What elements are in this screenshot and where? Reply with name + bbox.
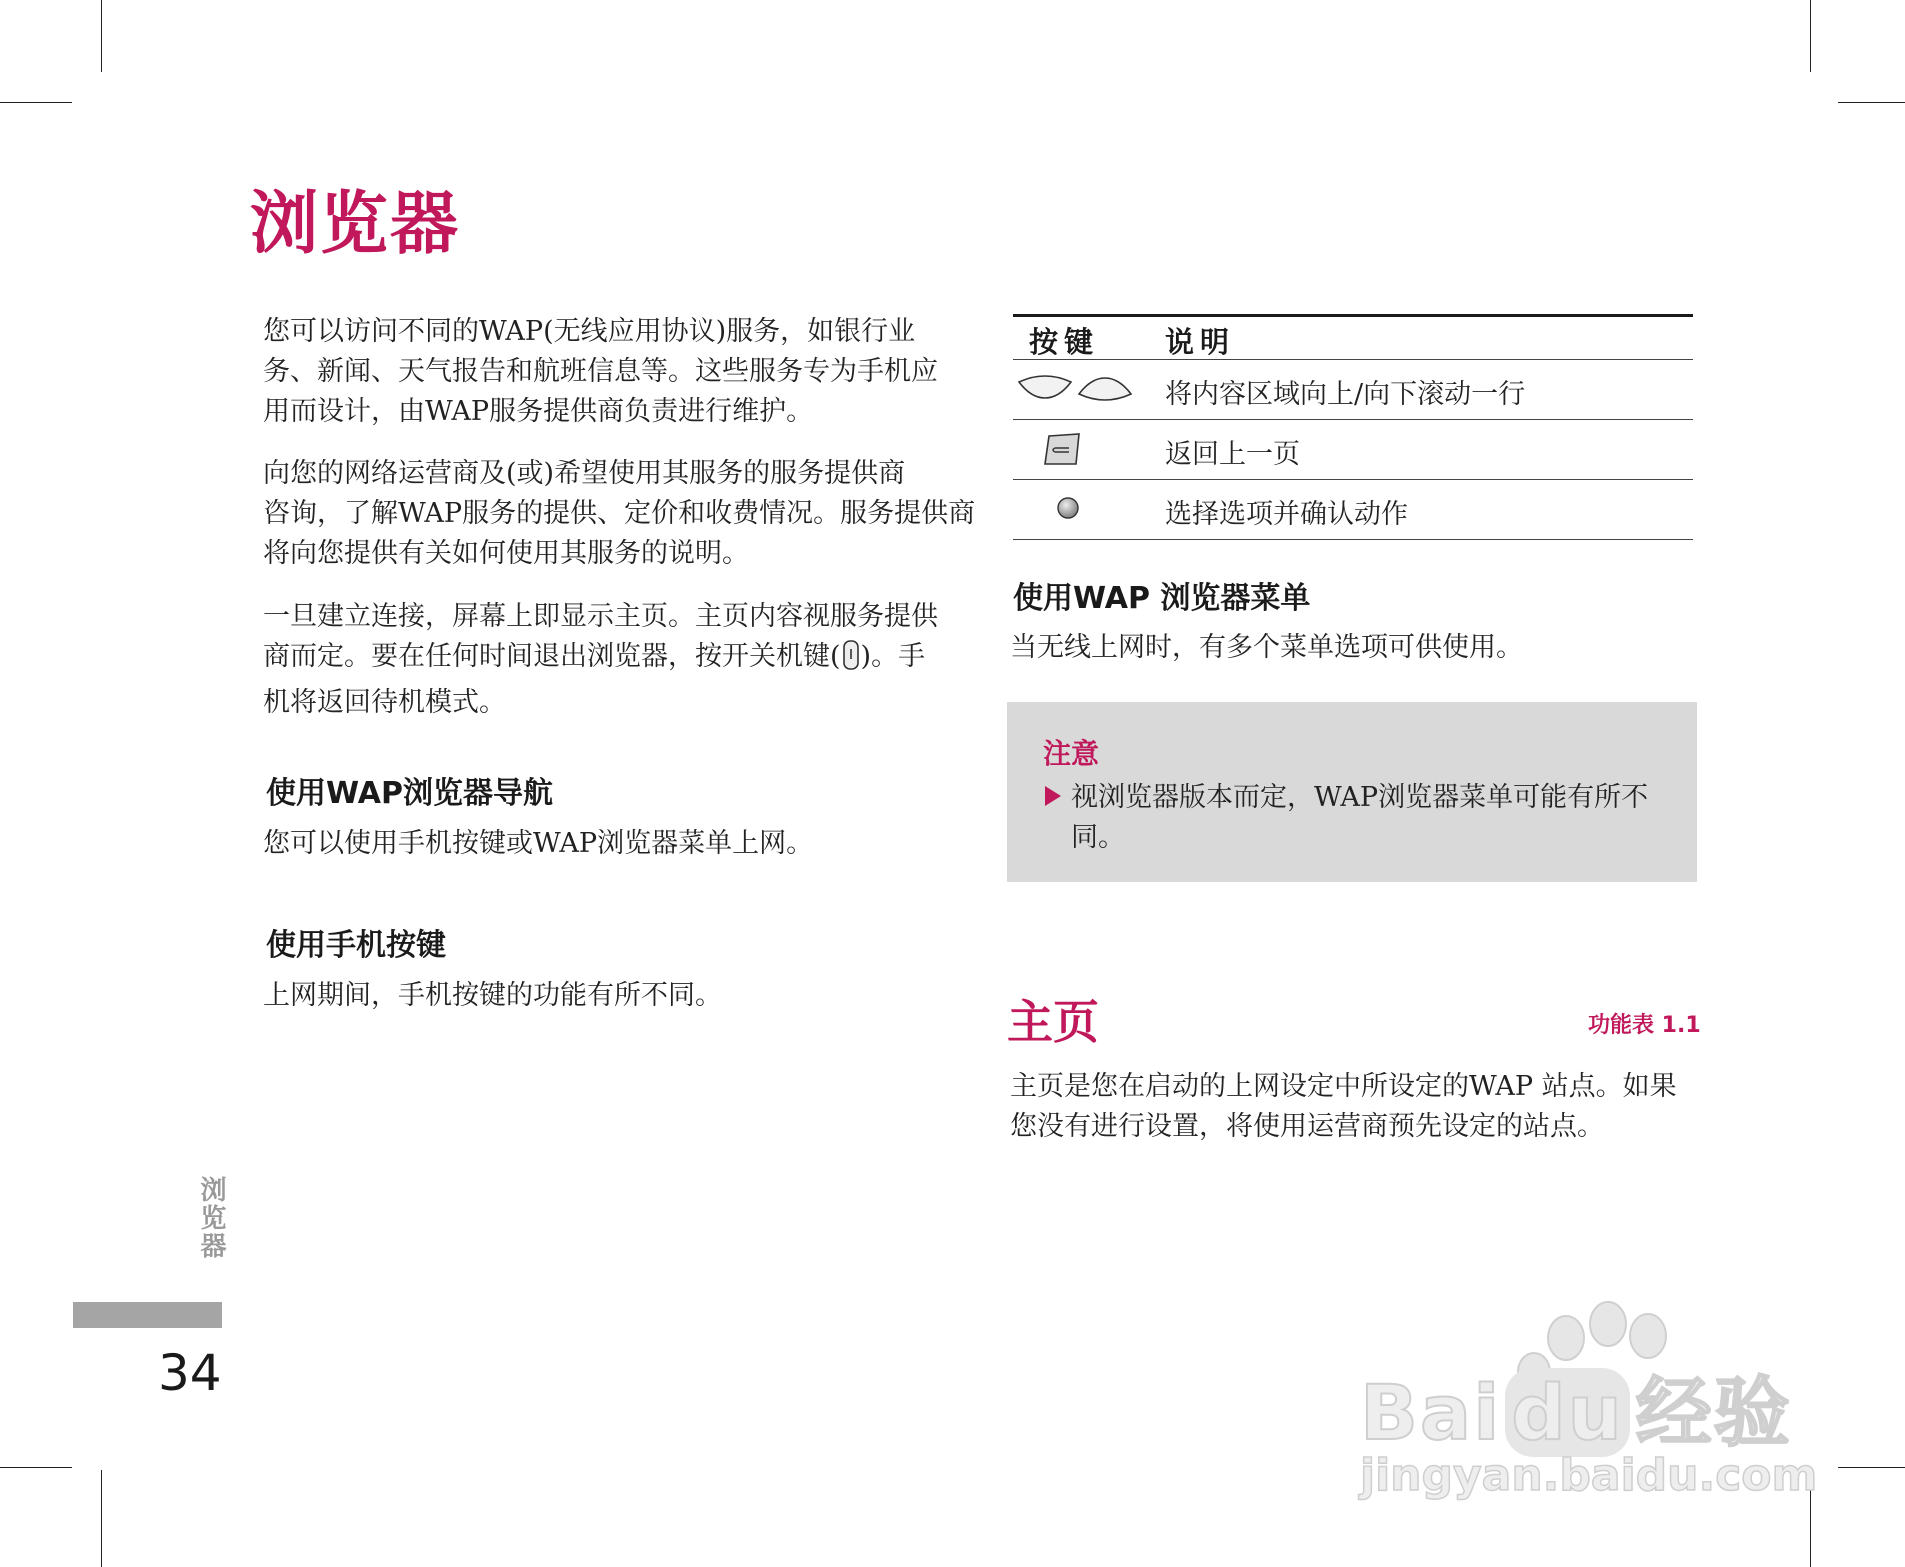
side-tab-bar [73, 1302, 222, 1328]
row-description: 将内容区域向上/向下滚动一行 [1165, 379, 1526, 410]
crop-mark [0, 102, 72, 103]
text-line: 机将返回待机模式。 [263, 687, 506, 718]
text-line: 务、新闻、天气报告和航班信息等。这些服务专为手机应 [263, 356, 938, 387]
table-row [1013, 480, 1693, 540]
note-label: 注意 [1043, 737, 1100, 770]
text-line: 商而定。要在任何时间退出浏览器，按开关机键( )。手 [263, 637, 938, 683]
text-line: 您没有进行设置，将使用运营商预先设定的站点。 [1010, 1111, 1604, 1142]
watermark-brand: Bai du 经验 [1360, 1368, 1792, 1457]
note-box [1007, 702, 1697, 882]
keys-section-heading: 使用手机按键 [266, 928, 446, 963]
text-line: 同。 [1071, 822, 1125, 853]
baidu-watermark [1358, 1290, 1818, 1510]
text-line: 一旦建立连接，屏幕上即显示主页。主页内容视服务提供 [263, 601, 938, 632]
row-description: 返回上一页 [1165, 439, 1300, 470]
table-row [1013, 360, 1693, 420]
text-line: 您可以访问不同的WAP(无线应用协议)服务，如银行业 [263, 316, 916, 347]
text-line: 视浏览器版本而定，WAP浏览器菜单可能有所不 [1071, 782, 1649, 813]
nav-section-text: 您可以使用手机按键或WAP浏览器菜单上网。 [263, 828, 814, 859]
home-section-text [1010, 1067, 1677, 1147]
home-section-title: 主页 [1007, 995, 1099, 1049]
note-text [1071, 778, 1671, 858]
ok-center-key-icon [1013, 480, 1153, 539]
up-down-nav-keys-icon [1013, 360, 1153, 419]
intro-paragraph-2 [263, 454, 975, 574]
side-chapter-tab: 浏览器 [196, 1176, 226, 1260]
intro-paragraph-1 [263, 312, 938, 432]
header-key: 按键 [1029, 325, 1100, 359]
keys-section-text: 上网期间，手机按键的功能有所不同。 [263, 980, 722, 1011]
text-line: 用而设计，由WAP服务提供商负责进行维护。 [263, 396, 814, 427]
table-row [1013, 420, 1693, 480]
crop-mark [1810, 0, 1811, 72]
watermark-url: jingyan.baidu.com [1360, 1450, 1818, 1501]
row-description: 选择选项并确认动作 [1165, 499, 1408, 530]
text-line: 主页是您在启动的上网设定中所设定的WAP 站点。如果 [1010, 1071, 1677, 1102]
page-title: 浏览器 [250, 185, 461, 264]
key-function-table [1013, 314, 1693, 540]
text-line: 将向您提供有关如何使用其服务的说明。 [263, 538, 749, 569]
crop-mark [101, 0, 102, 72]
crop-mark [101, 1470, 102, 1567]
menu-section-text: 当无线上网时，有多个菜单选项可供使用。 [1010, 632, 1523, 663]
power-key-icon [841, 639, 861, 683]
table-header [1013, 314, 1693, 360]
clear-back-key-icon [1013, 420, 1153, 479]
menu-reference: 功能表 1.1 [1588, 1013, 1701, 1038]
crop-mark [0, 1467, 72, 1468]
nav-section-heading: 使用WAP浏览器导航 [266, 776, 553, 811]
header-description: 说明 [1165, 325, 1236, 359]
page-number: 34 [158, 1344, 222, 1402]
intro-paragraph-3 [263, 597, 938, 723]
triangle-bullet-icon [1045, 786, 1061, 806]
text-line: 向您的网络运营商及(或)希望使用其服务的服务提供商 [263, 458, 906, 489]
menu-section-heading: 使用WAP 浏览器菜单 [1013, 581, 1311, 616]
crop-mark [1838, 102, 1905, 103]
text-line: 咨询，了解WAP服务的提供、定价和收费情况。服务提供商 [263, 498, 976, 529]
crop-mark [1838, 1467, 1905, 1468]
